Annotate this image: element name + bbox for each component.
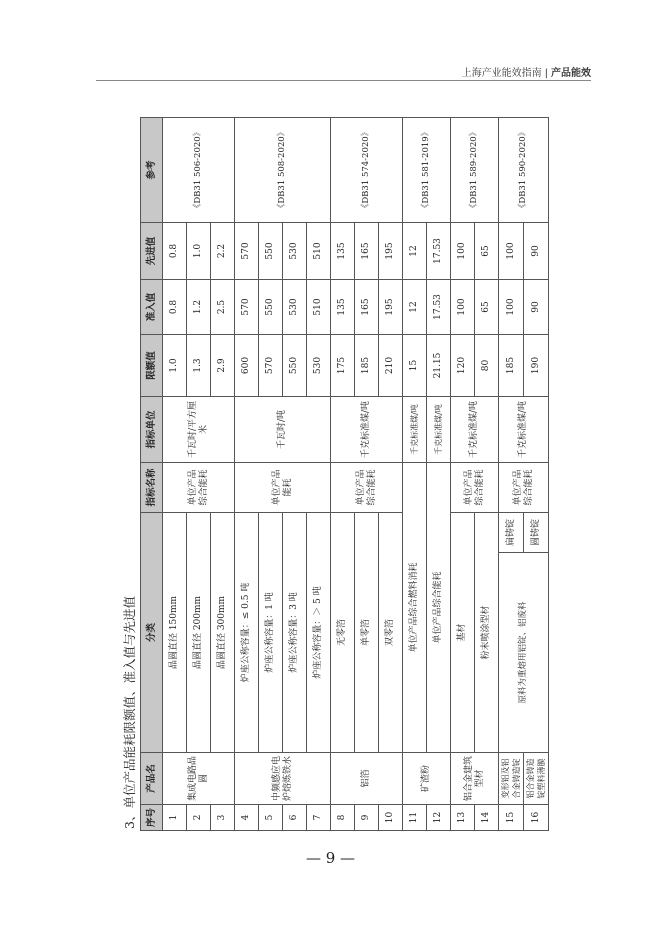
- category-cell: 单位产品综合燃料消耗: [403, 462, 427, 752]
- advanced-cell: 2.2: [211, 222, 235, 279]
- entry-cell: 135: [331, 279, 355, 334]
- limit-cell: 2.9: [211, 334, 235, 396]
- ref-cell: 《DB31 506-2020》: [163, 117, 235, 222]
- product-cell: 矿渣粉: [403, 753, 451, 805]
- col-limit: 限额值: [141, 334, 163, 396]
- seq-cell: 15: [499, 805, 524, 831]
- indicator-cell: 单位产品综合能耗: [499, 462, 549, 512]
- seq-cell: 13: [451, 805, 475, 831]
- unit-cell: 千瓦时/平方厘米: [163, 396, 235, 462]
- product-cell: 铝合金建筑型材: [451, 753, 499, 805]
- category-cell: 单零箔: [355, 512, 379, 752]
- seq-cell: 7: [307, 805, 331, 831]
- indicator-cell: 单位产品能耗: [235, 462, 331, 512]
- entry-cell: 0.8: [163, 279, 187, 334]
- ref-cell: 《DB31 581-2019》: [403, 117, 451, 222]
- limit-cell: 1.0: [163, 334, 187, 396]
- seq-cell: 16: [524, 805, 549, 831]
- entry-cell: 530: [283, 279, 307, 334]
- advanced-cell: 12: [403, 222, 427, 279]
- category-cell: 炉座公称容量：3 吨: [283, 512, 307, 752]
- col-product: 产品名: [141, 753, 163, 805]
- category-cell: 圆铸锭: [524, 512, 549, 552]
- seq-cell: 2: [187, 805, 211, 831]
- category-cell: 单位产品综合能耗: [427, 462, 451, 752]
- col-indicator: 指标名称: [141, 462, 163, 512]
- category-cell: 扁铸锭: [499, 512, 524, 552]
- table-row: [499, 117, 524, 830]
- seq-cell: 9: [355, 805, 379, 831]
- seq-cell: 14: [475, 805, 499, 831]
- entry-cell: 2.5: [211, 279, 235, 334]
- col-ref: 参考: [141, 117, 163, 222]
- limit-cell: 530: [307, 334, 331, 396]
- product-cell: 集成电路晶圆: [163, 753, 235, 805]
- entry-cell: 65: [475, 279, 499, 334]
- ref-cell: 《DB31 508-2020》: [235, 117, 331, 222]
- advanced-cell: 510: [307, 222, 331, 279]
- seq-cell: 12: [427, 805, 451, 831]
- table-header-row: [141, 117, 163, 830]
- running-header: 上海产业能效指南 | 产品能效: [461, 68, 591, 79]
- advanced-cell: 135: [331, 222, 355, 279]
- indicator-cell: 单位产品综合能耗: [331, 462, 403, 512]
- advanced-cell: 100: [451, 222, 475, 279]
- entry-cell: 165: [355, 279, 379, 334]
- table-row: [451, 117, 475, 830]
- ref-cell: 《DB31 574-2020》: [331, 117, 403, 222]
- advanced-cell: 1.0: [187, 222, 211, 279]
- table-row: [403, 117, 427, 830]
- table-row: [235, 117, 259, 830]
- limit-cell: 1.3: [187, 334, 211, 396]
- unit-cell: 千克标准煤/吨: [499, 396, 549, 462]
- col-unit: 指标单位: [141, 396, 163, 462]
- category-cell: 晶圆直径 150mm: [163, 512, 187, 752]
- seq-cell: 11: [403, 805, 427, 831]
- seq-cell: 5: [259, 805, 283, 831]
- advanced-cell: 90: [524, 222, 549, 279]
- page-number: — 9 —: [305, 849, 356, 867]
- entry-cell: 510: [307, 279, 331, 334]
- entry-cell: 570: [235, 279, 259, 334]
- unit-cell: 千克标准煤/吨: [451, 396, 499, 462]
- limit-cell: 80: [475, 334, 499, 396]
- category-cell: 基材: [451, 512, 475, 752]
- seq-cell: 8: [331, 805, 355, 831]
- unit-cell: 千克标准煤/吨: [403, 396, 427, 462]
- category-cell: 无零箔: [331, 512, 355, 752]
- limit-cell: 120: [451, 334, 475, 396]
- advanced-cell: 17.53: [427, 222, 451, 279]
- seq-cell: 6: [283, 805, 307, 831]
- product-cell: 变形铝及铝合金铸造锭: [499, 753, 524, 805]
- table-caption: 3、单位产品能耗限额值、准入值与先进值: [122, 596, 137, 829]
- advanced-cell: 65: [475, 222, 499, 279]
- entry-cell: 195: [379, 279, 403, 334]
- energy-limit-table: [140, 117, 549, 831]
- advanced-cell: 570: [235, 222, 259, 279]
- unit-cell: 千瓦时/吨: [235, 396, 331, 462]
- limit-cell: 190: [524, 334, 549, 396]
- category-cell: 炉座公称容量：1 吨: [259, 512, 283, 752]
- ref-cell: 《DB31 589-2020》: [451, 117, 499, 222]
- limit-cell: 21.15: [427, 334, 451, 396]
- col-advanced: 先进值: [141, 222, 163, 279]
- limit-cell: 15: [403, 334, 427, 396]
- limit-cell: 175: [331, 334, 355, 396]
- advanced-cell: 195: [379, 222, 403, 279]
- product-cell: 中频感应电炉熔炼铁水: [235, 753, 331, 805]
- category-cell: 粉末喷涂型材: [475, 512, 499, 752]
- entry-cell: 17.53: [427, 279, 451, 334]
- limit-cell: 550: [283, 334, 307, 396]
- entry-cell: 90: [524, 279, 549, 334]
- entry-cell: 550: [259, 279, 283, 334]
- category-cell: 炉座公称容量：≤ 0.5 吨: [235, 512, 259, 752]
- entry-cell: 100: [499, 279, 524, 334]
- ref-cell: 《DB31 590-2020》: [499, 117, 549, 222]
- guide-title: 上海产业能效指南: [461, 68, 542, 79]
- category-cell: 晶圆直径 300mm: [211, 512, 235, 752]
- advanced-cell: 530: [283, 222, 307, 279]
- col-category: 分类: [141, 512, 163, 752]
- table-row: [331, 117, 355, 830]
- advanced-cell: 0.8: [163, 222, 187, 279]
- rotated-table-block: [120, 118, 546, 831]
- advanced-cell: 165: [355, 222, 379, 279]
- product-cell: 铝合金铸造锭塑料薄膜: [524, 753, 549, 805]
- seq-cell: 3: [211, 805, 235, 831]
- table-row: [163, 117, 187, 830]
- entry-cell: 1.2: [187, 279, 211, 334]
- limit-cell: 185: [499, 334, 524, 396]
- limit-cell: 185: [355, 334, 379, 396]
- unit-cell: 千克标准煤/吨: [331, 396, 403, 462]
- seq-cell: 4: [235, 805, 259, 831]
- limit-cell: 570: [259, 334, 283, 396]
- limit-cell: 600: [235, 334, 259, 396]
- category-cell: 晶圆直径 200mm: [187, 512, 211, 752]
- category-cell: 双零箔: [379, 512, 403, 752]
- indicator-cell: 单位产品综合能耗: [163, 462, 235, 512]
- col-seq: 序号: [141, 805, 163, 831]
- advanced-cell: 100: [499, 222, 524, 279]
- advanced-cell: 550: [259, 222, 283, 279]
- seq-cell: 10: [379, 805, 403, 831]
- indicator-cell: 单位产品综合能耗: [451, 462, 499, 512]
- col-entry: 准入值: [141, 279, 163, 334]
- header-rule: [96, 80, 591, 81]
- unit-cell: 千克标准煤/吨: [427, 396, 451, 462]
- category-cell: 炉座公称容量：＞ 5 吨: [307, 512, 331, 752]
- material-cell: 原料为重熔用铝锭、铝废料: [499, 553, 549, 753]
- entry-cell: 100: [451, 279, 475, 334]
- entry-cell: 12: [403, 279, 427, 334]
- product-cell: 铝箔: [331, 753, 403, 805]
- table-row: [427, 117, 451, 830]
- section-title: 产品能效: [551, 68, 591, 79]
- seq-cell: 1: [163, 805, 187, 831]
- limit-cell: 210: [379, 334, 403, 396]
